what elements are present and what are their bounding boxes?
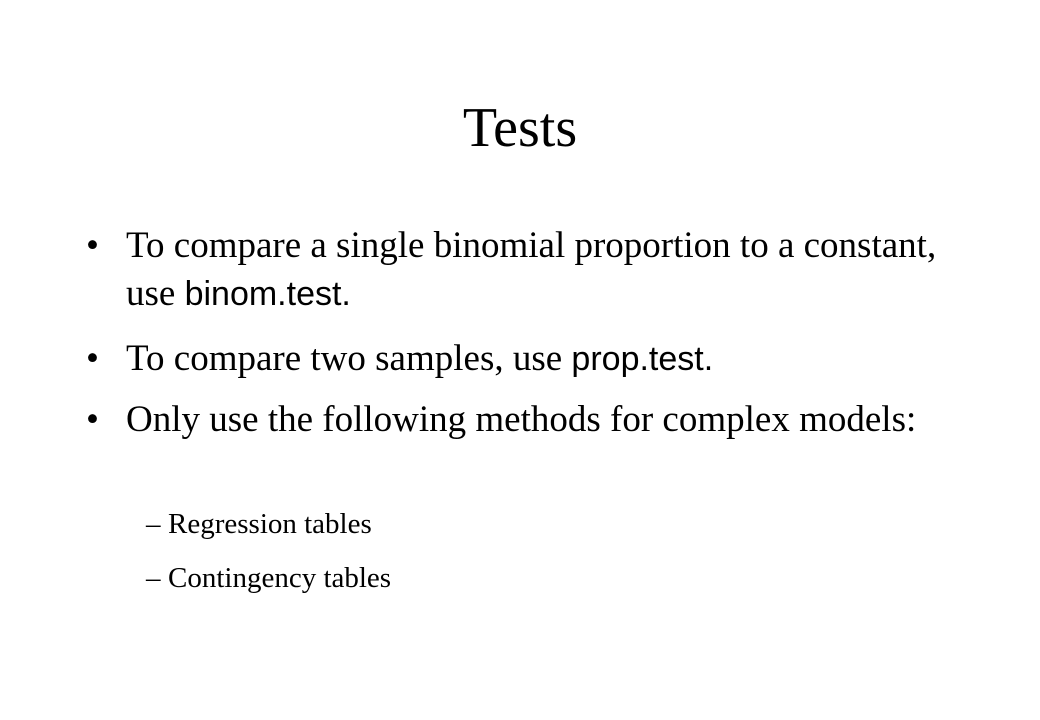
- bullet-item-methods: [86, 396, 946, 444]
- bullet-text: [126, 335, 946, 383]
- sub-bullet-text: Contingency tables: [168, 562, 392, 594]
- sub-bullet-regression: [146, 504, 946, 544]
- bullet-text-prefix: To compare two samples, use: [126, 338, 572, 379]
- bullet-item-prop: [86, 335, 946, 383]
- bullet-text: [126, 222, 946, 318]
- sub-bullet-contingency: [146, 558, 946, 598]
- bullet-text: Only use the following methods for complex models:: [126, 399, 917, 440]
- slide-title: Tests: [462, 97, 578, 159]
- bullet-text-prefix: To compare a single binomial proportion to a constant, use: [126, 225, 937, 314]
- code-binom-test: binom.test.: [184, 275, 351, 313]
- sub-bullet-text: Regression tables: [168, 508, 372, 540]
- bullet-dot-icon: •: [86, 225, 99, 266]
- dash-icon: –: [146, 562, 161, 594]
- bullet-item-binom: [86, 222, 946, 318]
- dash-icon: –: [146, 508, 161, 540]
- code-prop-test: prop.test.: [571, 340, 714, 378]
- bullet-dot-icon: •: [86, 399, 99, 440]
- bullet-dot-icon: •: [86, 338, 99, 379]
